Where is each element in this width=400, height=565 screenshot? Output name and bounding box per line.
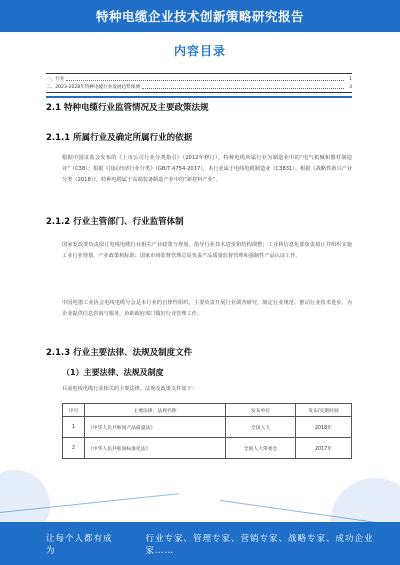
toc-dot-leader bbox=[66, 80, 344, 81]
toc-divider bbox=[46, 92, 352, 93]
toc-entry-page: 3 bbox=[349, 85, 352, 90]
toc-entry[interactable] bbox=[46, 83, 352, 91]
table-cell: 全国人大常委会 bbox=[226, 438, 296, 459]
toc-entry-label: 二、2023-2028年特种电缆行业发展趋势预测 bbox=[46, 85, 140, 90]
body-paragraph: 国家发改委负责拟订电线电缆行业相关产业政策与规划，指导行业技术进步和结构调整；工业和信息化部负责拟订并组织实施工业行业规划、产业政策和标准；国家市场监督管理总局负责产品质量监督管理和强制性产品认证工作。 bbox=[62, 242, 352, 259]
column-header: 主要法律、法规名称 bbox=[85, 404, 226, 417]
table-cell: 全国人大 bbox=[226, 417, 296, 438]
report-title: 特种电缆企业技术创新策略研究报告 bbox=[95, 9, 304, 24]
table-row bbox=[63, 438, 352, 459]
footer-slogan-right: 行业专家、管理专家、营销专家、战略专家、成功企业家…… bbox=[145, 533, 374, 556]
toc-divider bbox=[46, 73, 352, 74]
column-header: 发布/实施时间 bbox=[296, 404, 352, 417]
table-row bbox=[63, 417, 352, 438]
report-header bbox=[0, 0, 400, 32]
subsection-heading: 2.1.1 所属行业及确定所属行业的依据 bbox=[46, 133, 193, 143]
column-header: 发布单位 bbox=[226, 404, 296, 417]
section-heading: 2.1 特种电缆行业监管情况及主要政策法规 bbox=[46, 96, 352, 113]
table-cell: 2018年 bbox=[296, 417, 352, 438]
table-cell: 《中华人民共和国标准化法》 bbox=[85, 438, 226, 459]
subsection-heading: 2.1.2 行业主管部门、行业监管体制 bbox=[46, 217, 184, 227]
table-cell: 1 bbox=[63, 417, 85, 438]
table-cell: 《中华人民共和国产品质量法》 bbox=[85, 417, 226, 438]
body-paragraph: 中国电器工业协会电线电缆分会是本行业的自律性组织，主要负责开展行业调查研究、制定行业规范、推动行业技术进步、为企业提供信息咨询与服务，协助政府部门做好行业管理工作。 bbox=[62, 300, 352, 317]
footer-banner bbox=[0, 522, 400, 565]
toc-entry-page: 1 bbox=[349, 77, 352, 82]
body-paragraph: 根据中国证监会发布的《上市公司行业分类指引》（2012年修订），特种电缆所属行业为制造业中的“电气机械和器材制造业”（C38）；根据《国民经济行业分类》（GB/T 4754-2017），本行业属于电线电缆制造业（C3831）。根据《战略性新兴产业分类（2018）》，特种电缆属于高端装备制造产业中的“新材料产业”。 bbox=[62, 155, 353, 183]
sub-subsection-heading: （1）主要法律、法规及制度 bbox=[62, 368, 164, 377]
column-header: 序号 bbox=[63, 404, 85, 417]
body-paragraph: 目前电线电缆行业相关的主要法律、法规及政策文件如下： bbox=[62, 386, 197, 392]
regulations-table bbox=[62, 403, 352, 459]
table-of-contents bbox=[46, 72, 352, 94]
table-header-row bbox=[63, 404, 352, 417]
toc-entry-label: 一、行业 bbox=[46, 77, 65, 82]
table-cell: 2 bbox=[63, 438, 85, 459]
toc-title: 内容目录 bbox=[173, 44, 226, 58]
table-cell: 2017年 bbox=[296, 438, 352, 459]
subsection-heading: 2.1.3 行业主要法律、法规及制度文件 bbox=[46, 348, 193, 358]
footer-slogan-left: 让每个人都有成为 bbox=[46, 533, 113, 556]
toc-dot-leader bbox=[142, 88, 344, 89]
toc-entry[interactable] bbox=[46, 75, 352, 83]
